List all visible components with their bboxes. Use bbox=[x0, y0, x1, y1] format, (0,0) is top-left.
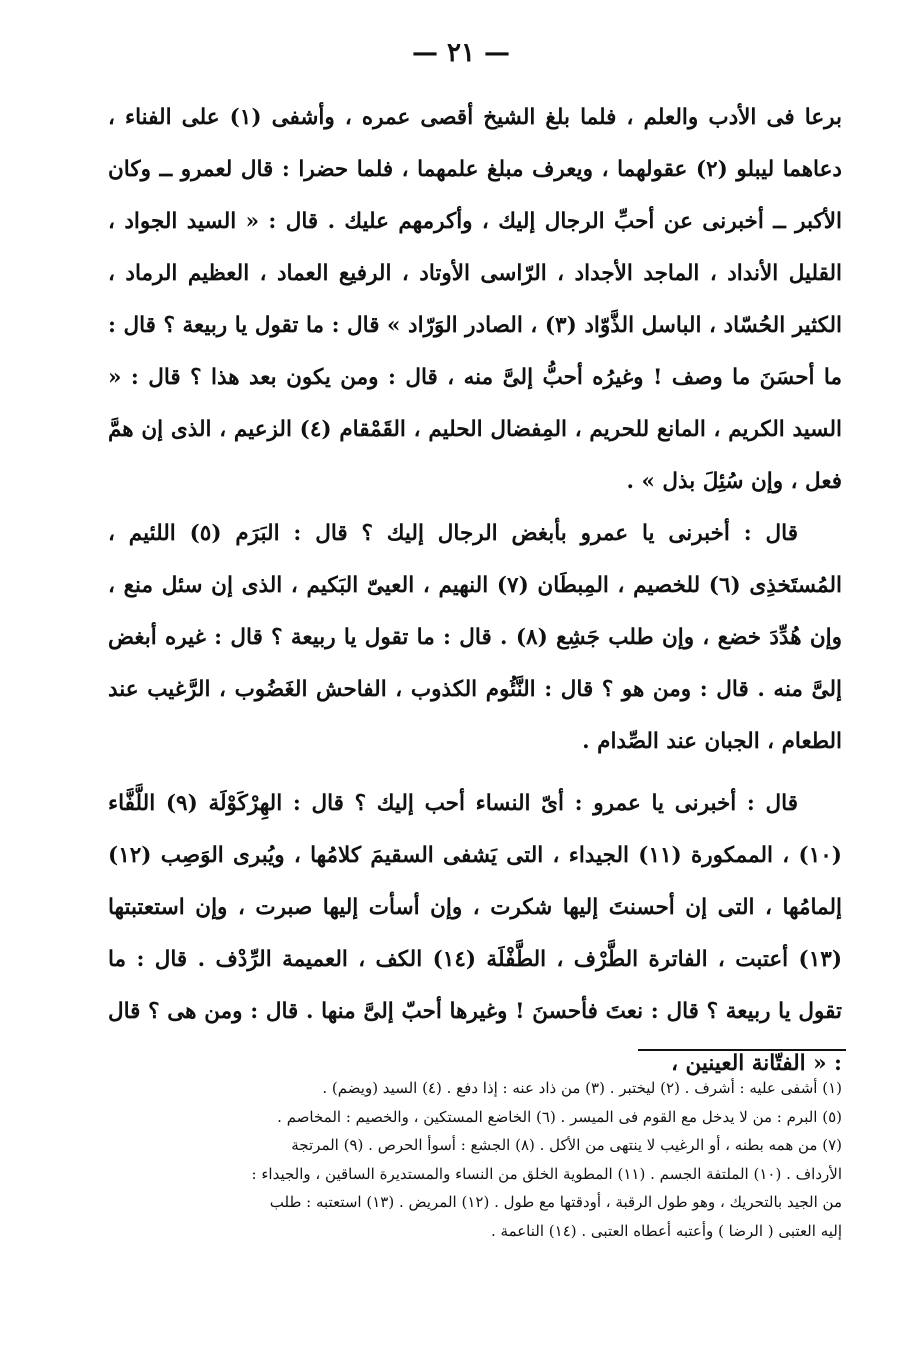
footnote-separator bbox=[638, 1049, 846, 1051]
text-block-1: برعا فى الأدب والعلم ، فلما بلغ الشيخ أقصى عمره ، وأشفى (١) على الفناء ، دعاهما ليبلو (٢) عقولهما ، ويعرف مبلغ علمهما ، فلما حضرا : قال لعمرو ــ وكان الأكبر ــ أخبرنى عن أحبِّ الرجال إليك ، وأكرمهم عليك . قال : « السيد الجواد ، القليل الأنداد ، الماجد الأجداد ، الرّاسى الأوتاد ، الرفيع العماد ، العظيم الرماد ، الكثير الحُسّاد ، الباسل الذَّوّاد (٣) ، الصادر الوَرّاد » قال : ما تقول يا ربيعة ؟ قال : ما أحسَنَ ما وصف ! وغيرُه أحبُّ إلىَّ منه ، قال : ومن يكون بعد هذا ؟ قال : « السيد الكريم ، المانع للحريم ، المِفضال الحليم ، القَمْقام (٤) الزعيم ، الذى إن همَّ فعل ، وإن سُئِلَ بذل » . bbox=[108, 105, 842, 494]
footnote-line: (٥) البرم : من لا يدخل مع القوم فى الميسر . (٦) الخاضع المستكين ، والخصيم : المخاصم . bbox=[277, 1107, 842, 1126]
text-block-3: قال : أخبرنى يا عمرو : أىّ النساء أحب إليك ؟ قال : الهِرْكَوْلَة (٩) اللَّفَّاء (١٠) ، الممكورة (١١) الجيداء ، التى يَشفى السقيمَ كلامُها ، ويُبرى الوَصِب (١٢) إلمامُها ، التى إن أحسنتَ إليها شكرت ، وإن أسأت إليها صبرت ، وإن استعتبتها (١٣) أعتبت ، الفاترة الطَّرْف ، الطَّفْلَة (١٤) الكف ، العميمة الرِّدْف . قال : ما تقول يا ربيعة ؟ قال : نعتَ فأحسنَ ! وغيرها أحبّ إلىَّ منها . قال : ومن هى ؟ قال : « الفتّانة العينين ، bbox=[108, 791, 842, 1076]
footnote-line: إليه العتبى ( الرضا ) وأعتبه أعطاه العتبى . (١٤) الناعمة . bbox=[490, 1221, 842, 1240]
footnote-line: من الجيد بالتحريك ، وهو طول الرقبة ، أودقتها مع طول . (١٢) المريض . (١٣) استعتبه : طلب bbox=[269, 1193, 842, 1211]
footnote-line: الأرداف . (١٠) الملتفة الجسم . (١١) المطوية الخلق من النساء والمستديرة الساقين ، والجيداء : bbox=[251, 1164, 842, 1183]
page-number: — ٢١ — bbox=[411, 38, 511, 68]
footnotes bbox=[108, 1074, 842, 1245]
text-block-2: قال : أخبرنى يا عمرو بأبغض الرجال إليك ؟ قال : البَرَم (٥) اللئيم ، المُستَخذِى (٦) للخصيم ، المِبطَان (٧) النهيم ، العيىّ البَكيم ، الذى إن سئل منع ، وإن هُدِّدَ خضع ، وإن طلب جَشِع (٨) . قال : ما تقول يا ربيعة ؟ قال : غيره أبغض إلىَّ منه . قال : ومن هو ؟ قال : النَّئُوم الكذوب ، الفاحش الغَضُوب ، الرَّغيب عند الطعام ، الجبان عند الصِّدام . bbox=[108, 521, 842, 754]
footnote-line: (١) أشفى عليه : أشرف . (٢) ليختبر . (٣) من ذاد عنه : إذا دفع . (٤) السيد (ويضم) . bbox=[322, 1079, 842, 1097]
footnote-line: (٧) من همه بطنه ، أو الرغيب لا ينتهى من الأكل . (٨) الجشع : أسوأ الحرص . (٩) المرتجة bbox=[291, 1136, 842, 1154]
main-text bbox=[108, 92, 842, 1090]
